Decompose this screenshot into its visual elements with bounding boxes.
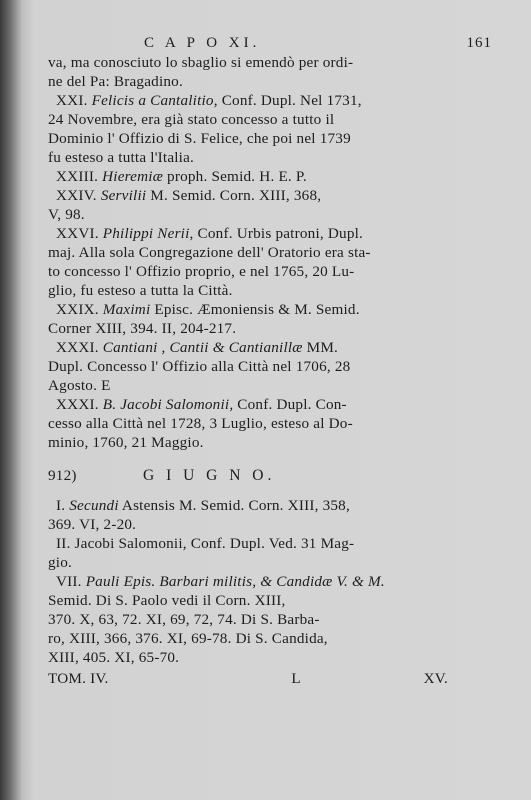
entry-number: I. bbox=[56, 497, 66, 514]
volume-label: TOM. IV. bbox=[48, 670, 109, 687]
entry-text: Semid. Di S. Paolo vedi il Corn. XIII, bbox=[48, 592, 286, 609]
entry-text: proph. Semid. H. E. P. bbox=[163, 168, 307, 185]
entry-text: glio, fu esteso a tutta la Città. bbox=[48, 282, 233, 299]
entry-text: gio. bbox=[48, 554, 73, 571]
saint-name: Cantiani , Cantii & Cantianillæ bbox=[102, 339, 303, 356]
entry-text: to concesso l' Offizio proprio, e nel 1765, 20 Lu- bbox=[48, 263, 355, 280]
entry-number: XXIX. bbox=[56, 301, 99, 318]
entry-text: , Conf. Dupl. Nel 1731, bbox=[213, 92, 362, 109]
saint-name: Secundi bbox=[69, 497, 119, 514]
saint-name: Hieremiæ bbox=[102, 168, 164, 185]
continuation-line: ne del Pa: Bragadino. bbox=[48, 73, 183, 90]
entry-number: XXIII. bbox=[56, 168, 99, 185]
catchword: XV. bbox=[423, 670, 448, 687]
entry-text: 370. X, 63, 72. XI, 69, 72, 74. Di S. Barba- bbox=[48, 611, 320, 628]
entry-text: Dominio l' Offizio di S. Felice, che poi nel 1739 bbox=[48, 130, 351, 147]
entry-number: II. bbox=[56, 535, 71, 552]
saint-name: B. Jacobi Salomonii bbox=[102, 396, 230, 413]
entry-text: 369. VI, 2-20. bbox=[48, 516, 137, 533]
entry-text: XIII, 405. XI, 65-70. bbox=[48, 649, 180, 666]
saint-name: Pauli Epis. Barbari militis, & Candidæ V. & M. bbox=[85, 573, 385, 590]
saint-name: Philippi Nerii bbox=[102, 225, 190, 242]
running-header bbox=[48, 34, 498, 53]
feast-entry bbox=[48, 338, 498, 395]
feast-entry bbox=[48, 91, 498, 167]
entry-number: XXVI. bbox=[56, 225, 99, 242]
entry-text: MM. bbox=[302, 339, 339, 356]
feast-entry bbox=[48, 496, 498, 534]
entry-number: XXXI. bbox=[56, 339, 99, 356]
entry-text: minio, 1760, 21 Maggio. bbox=[48, 434, 204, 451]
entry-text: Episc. Æmoniensis & M. Semid. bbox=[150, 301, 360, 318]
entry-text: maj. Alla sola Congregazione dell' Oratorio era sta- bbox=[48, 244, 371, 261]
feast-entry bbox=[48, 534, 498, 572]
entry-number: XXXI. bbox=[56, 396, 99, 413]
feast-entry bbox=[48, 572, 498, 667]
entry-number: XXIV. bbox=[56, 187, 97, 204]
entry-text: M. Semid. Corn. XIII, 368, bbox=[146, 187, 322, 204]
entry-text: Dupl. Concesso l' Offizio alla Città nel 1706, 28 bbox=[48, 358, 351, 375]
page-number: 161 bbox=[466, 35, 492, 51]
page-text bbox=[48, 34, 498, 688]
feast-entry bbox=[48, 395, 498, 452]
entry-text: , Conf. Urbis patroni, Dupl. bbox=[189, 225, 364, 242]
entry-number: XXI. bbox=[56, 92, 88, 109]
entry-text: 24 Novembre, era già stato concesso a tutto il bbox=[48, 111, 335, 128]
feast-entry bbox=[48, 300, 498, 338]
entry-text: cesso alla Città nel 1728, 3 Luglio, esteso al Do- bbox=[48, 415, 353, 432]
entry-text: ro, XIII, 366, 376. XI, 69-78. Di S. Candida, bbox=[48, 630, 328, 647]
feast-entry bbox=[48, 167, 498, 186]
feast-entry bbox=[48, 224, 498, 300]
entry-text: Astensis M. Semid. Corn. XIII, 358, bbox=[118, 497, 350, 514]
saint-name: Maximi bbox=[102, 301, 151, 318]
entry-text: fu esteso a tutta l'Italia. bbox=[48, 149, 195, 166]
entry-text: Agosto. E bbox=[48, 377, 111, 394]
month-name: G I U G N O. bbox=[143, 467, 276, 484]
entry-text: V, 98. bbox=[48, 206, 85, 223]
running-title: C A P O XI. bbox=[144, 35, 261, 51]
month-heading bbox=[48, 466, 498, 485]
section-number: 912) bbox=[48, 467, 77, 484]
feast-entry bbox=[48, 186, 498, 224]
saint-name: Servilii bbox=[100, 187, 147, 204]
entry-text: , Conf. Dupl. Con- bbox=[229, 396, 347, 413]
page-footer bbox=[48, 669, 498, 688]
entry-text: Jacobi Salomonii, Conf. Dupl. Ved. 31 Mag- bbox=[70, 535, 355, 552]
entry-number: VII. bbox=[56, 573, 82, 590]
saint-name: Felicis a Cantalitio bbox=[91, 92, 214, 109]
signature-mark: L bbox=[291, 670, 301, 687]
entry-text: Corner XIII, 394. II, 204-217. bbox=[48, 320, 237, 337]
continuation-line: va, ma conosciuto lo sbaglio si emendò per ordi- bbox=[48, 54, 354, 71]
